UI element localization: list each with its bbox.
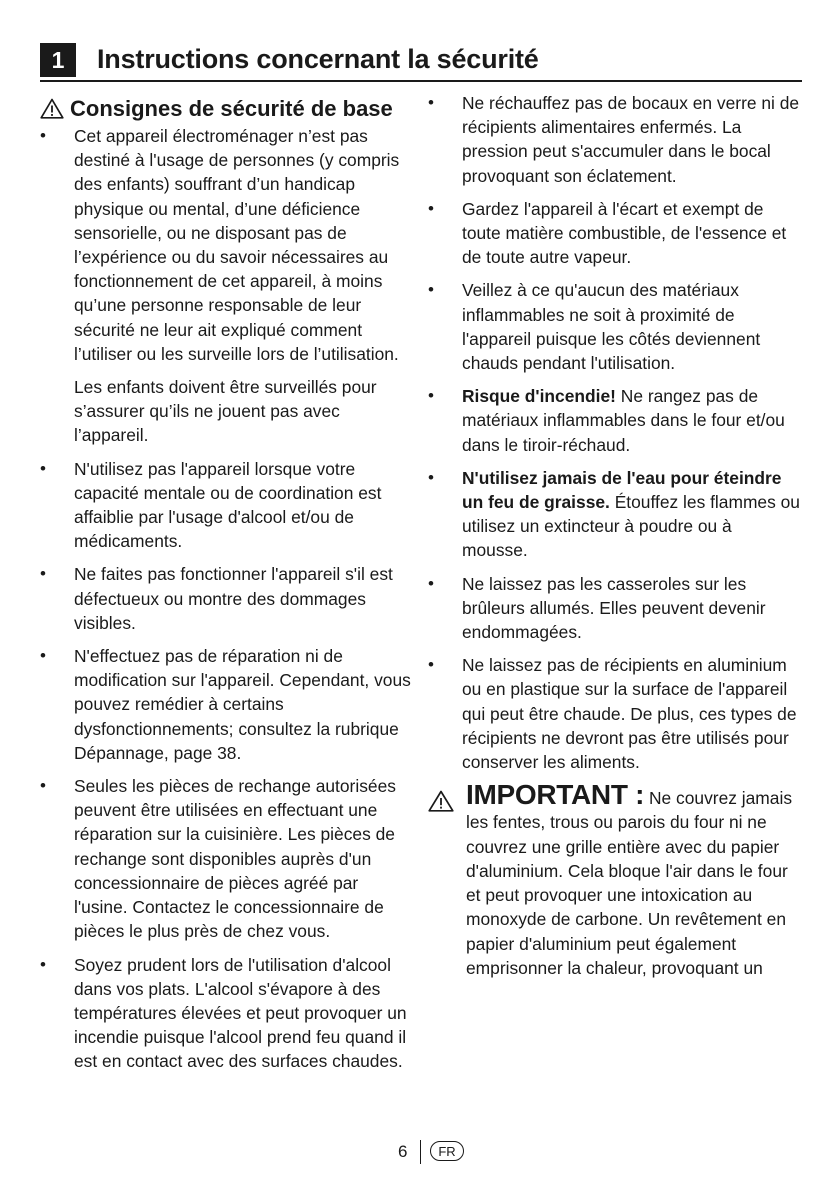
list-item-text: • Cet appareil électroménager n’est pas destiné à l'usage de personnes (y compris des enfants) souffrant d’un handicap physique ou mental, d’une déficience sensorielle, ou ne disposant pas de l’expérience ou du savoir nécessaires au fonctionnement de cet appareil, à moins qu’une personne responsable de leur sécurité ne leur ait expliqué comment l’utiliser ou les surveille lors de l’utilisation. (74, 126, 400, 364)
warning-icon (40, 98, 64, 119)
list-item: • Ne faites pas fonctionner l'appareil s'il est défectueux ou montre des dommages visibles. (40, 562, 412, 635)
safety-list-right (428, 91, 802, 774)
list-item: • N'utilisez jamais de l'eau pour éteindre un feu de graisse. Étouffez les flammes ou utilisez un extincteur à poudre ou à mousse. (428, 466, 802, 563)
section-heading-text: Consignes de sécurité de base (70, 96, 393, 121)
right-column (428, 91, 802, 980)
list-item: • Gardez l'appareil à l'écart et exempt de toute matière combustible, de l'essence et de toute autre vapeur. (428, 197, 802, 270)
chapter-header (40, 42, 802, 80)
list-item: • Veillez à ce qu'aucun des matériaux inflammables ne soit à proximité de l'appareil puisque les côtés deviennent chauds pendant l'utilisation. (428, 278, 802, 375)
chapter-number: 1 (40, 43, 76, 77)
grease-fire-label: N'utilisez jamais de l'eau pour éteindre un feu de graisse. (462, 467, 782, 513)
footer-divider (420, 1140, 421, 1164)
page-footer (0, 1140, 837, 1166)
list-item (40, 124, 412, 448)
list-item: • Soyez prudent lors de l'utilisation d'alcool dans vos plats. L'alcool s'évapore à des températures élevées et peut provoquer un incendie puisque l'alcool prend feu quand il est en contact avec des surfaces chaudes. (40, 953, 412, 1074)
list-item: • Risque d'incendie! Ne rangez pas de matériaux inflammables dans le four et/ou dans le tiroir-réchaud. (428, 384, 802, 457)
list-item: • Ne laissez pas les casseroles sur les brûleurs allumés. Elles peuvent devenir endommagées. (428, 572, 802, 645)
page-title: Instructions concernant la sécurité (97, 44, 539, 74)
important-text: Ne couvrez jamais les fentes, trous ou parois du four ni ne couvrez une grille entière avec du papier d'aluminium. Cela bloque l'air dans le four et peut provoquer une intoxication au monoxyde de carbone. Un revêtement en papier d'aluminium peut également emprisonner la chaleur, provoquant un (466, 788, 793, 978)
list-item: • N'effectuez pas de réparation ni de modification sur l'appareil. Cependant, vous pouvez remédier à certains dysfonctionnements; consultez la rubrique Dépannage, page 38. (40, 644, 412, 765)
list-item: • Seules les pièces de rechange autorisées peuvent être utilisées en effectuant une réparation sur la cuisinière. Les pièces de rechange sont disponibles auprès d'un concessionnaire de pièces agréé par l'usine. Contactez le concessionnaire de pièces le plus près de chez vous. (40, 774, 412, 943)
important-notice (428, 779, 802, 980)
important-label: IMPORTANT : (466, 779, 645, 811)
warning-icon (428, 790, 454, 818)
left-column (40, 96, 412, 1083)
list-item: • Ne laissez pas de récipients en aluminium ou en plastique sur la surface de l'appareil qui peut être chaude. De plus, ces types de récipients ne devront pas être utilisés pour conserver les aliments. (428, 653, 802, 774)
list-item: • Ne réchauffez pas de bocaux en verre ni de récipients alimentaires enfermés. La pression peut s'accumuler dans le bocal provoquant son éclatement. (428, 91, 802, 188)
language-badge: FR (430, 1141, 464, 1161)
fire-risk-label: Risque d'incendie! (462, 386, 616, 407)
safety-list-left (40, 124, 412, 1074)
list-item-extra: Les enfants doivent être surveillés pour s’assurer qu’ils ne jouent pas avec l’appareil. (74, 377, 377, 446)
section-heading (40, 98, 412, 120)
header-divider (40, 80, 802, 82)
list-item: • N'utilisez pas l'appareil lorsque votre capacité mentale ou de coordination est affaiblie par l'usage d'alcool et/ou de médicaments. (40, 457, 412, 554)
page-number: 6 (398, 1142, 408, 1161)
